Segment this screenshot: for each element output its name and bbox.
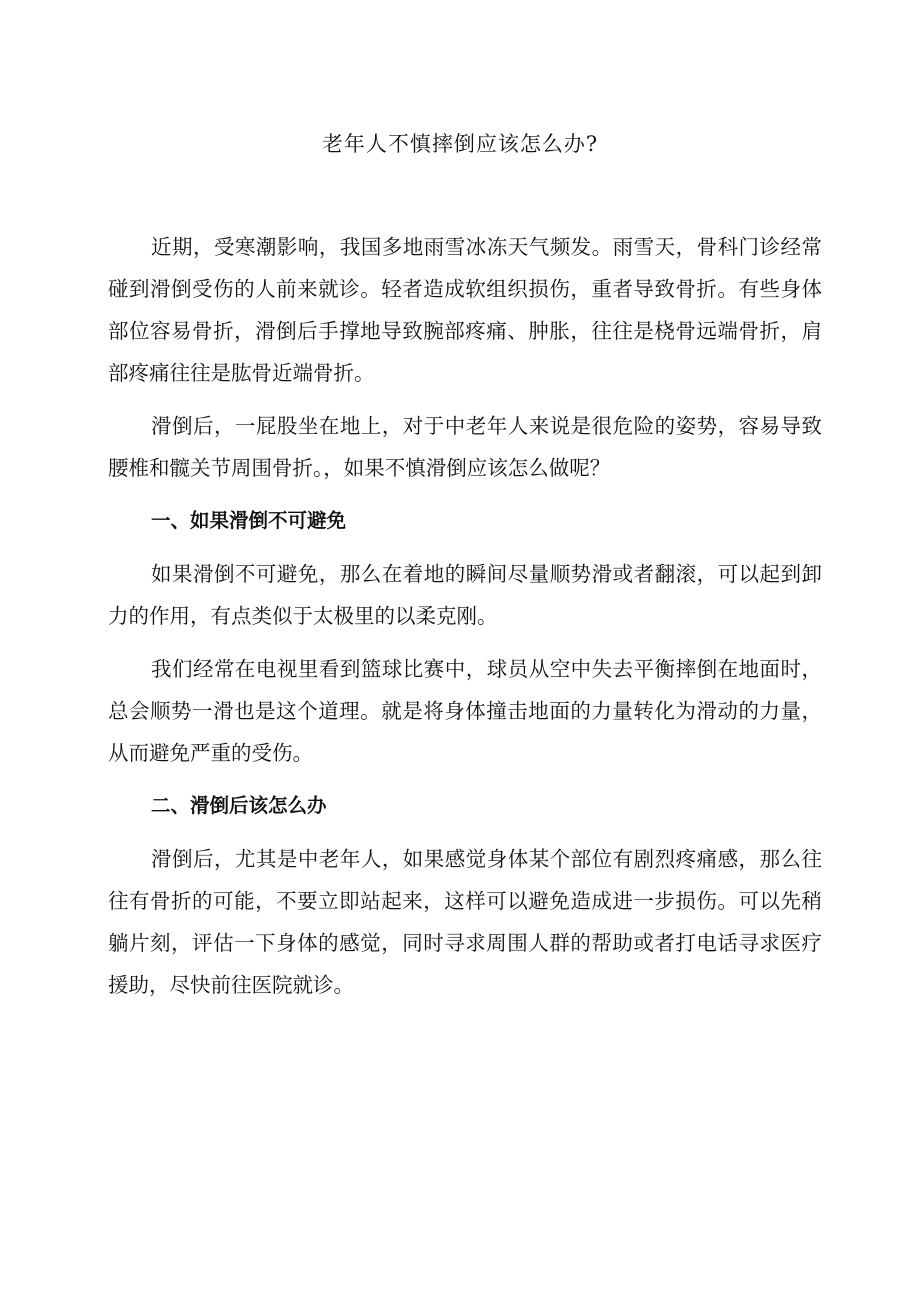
- paragraph-after-fall-advice: 滑倒后，尤其是中老年人，如果感觉身体某个部位有剧烈疼痛感，那么往往有骨折的可能，不要立即站起来，这样可以避免造成进一步损伤。可以先稍躺片刻，评估一下身体的感觉，同时寻求周围人群的帮助或者打电话寻求医疗援助，尽快前往医院就诊。: [108, 847, 822, 997]
- document-body: [108, 226, 822, 1017]
- section-heading-unavoidable-fall: 一、如果滑倒不可避免: [151, 509, 347, 532]
- paragraph-sitting-risk: 滑倒后，一屁股坐在地上，对于中老年人来说是很危险的姿势，容易导致腰椎和髋关节周围骨折。，如果不慎滑倒应该怎么做呢？: [108, 414, 822, 480]
- paragraph-intro: 近期，受寒潮影响，我国多地雨雪冰冻天气频发。雨雪天，骨科门诊经常碰到滑倒受伤的人前来就诊。轻者造成软组织损伤，重者导致骨折。有些身体部位容易骨折，滑倒后手撑地导致腕部疼痛、肿胀，往往是桡骨远端骨折，肩部疼痛往往是肱骨近端骨折。: [108, 235, 822, 385]
- document-title: 老年人不慎摔倒应该怎么办?: [321, 132, 599, 156]
- paragraph-roll-with-fall: 如果滑倒不可避免，那么在着地的瞬间尽量顺势滑或者翻滚，可以起到卸力的作用，有点类似于太极里的以柔克刚。: [108, 562, 822, 628]
- paragraph-basketball-example: 我们经常在电视里看到篮球比赛中，球员从空中失去平衡摔倒在地面时，总会顺势一滑也是这个道理。就是将身体撞击地面的力量转化为滑动的力量，从而避免严重的受伤。: [108, 657, 822, 765]
- section-heading-after-fall: 二、滑倒后该怎么办: [151, 794, 327, 817]
